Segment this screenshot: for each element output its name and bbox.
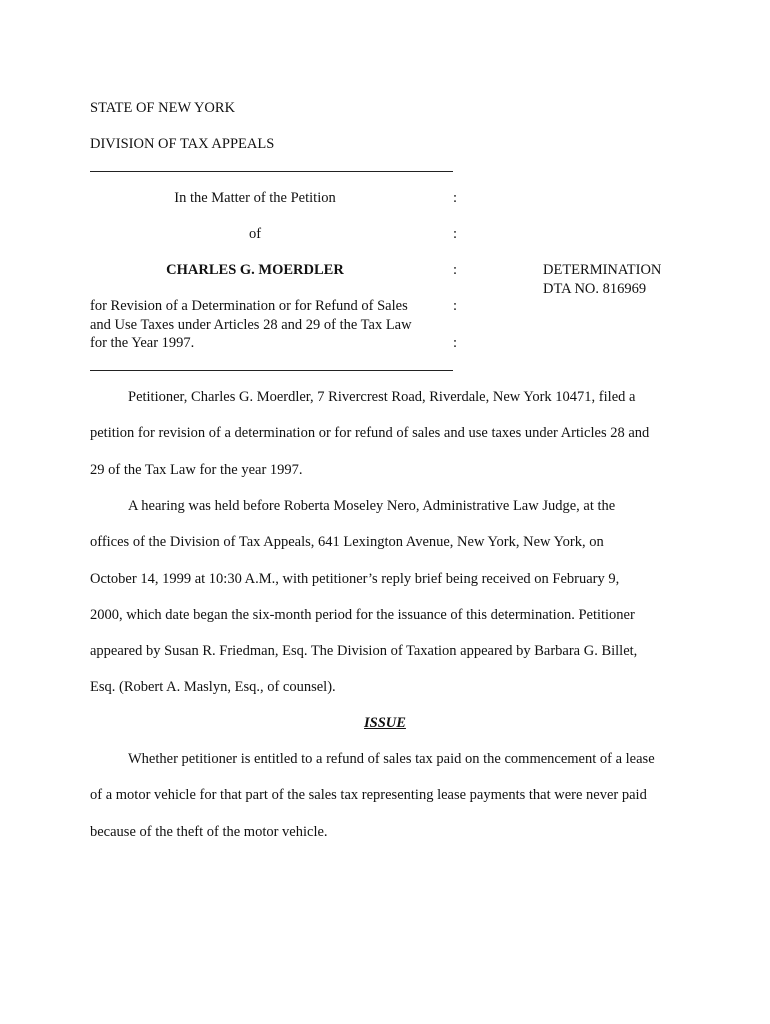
paragraph-line: of a motor vehicle for that part of the sales tax representing lease payments that were never paid: [90, 787, 647, 804]
paragraph-line: October 14, 1999 at 10:30 A.M., with petitioner’s reply brief being received on February 9,: [90, 570, 620, 587]
paragraph-line: Esq. (Robert A. Maslyn, Esq., of counsel).: [90, 679, 336, 696]
paragraph-line: petition for revision of a determination or for refund of sales and use taxes under Articles 28 and: [90, 425, 650, 442]
paragraph-line: Petitioner, Charles G. Moerdler, 7 Rivercrest Road, Riverdale, New York 10471, filed a: [128, 389, 636, 405]
paragraph-line: 2000, which date began the six-month period for the issuance of this determination. Petitioner: [90, 606, 635, 623]
determination-label: DETERMINATION: [543, 262, 662, 278]
paragraph-issue: [90, 741, 690, 850]
division-heading: DIVISION OF TAX APPEALS: [90, 136, 275, 152]
caption-colon: :: [453, 190, 458, 206]
dta-number: DTA NO. 816969: [543, 281, 647, 297]
caption-top-rule: [90, 171, 453, 172]
purpose-line: and Use Taxes under Articles 28 and 29 of the Tax Law: [90, 317, 412, 333]
purpose-line: for the Year 1997.: [90, 335, 195, 351]
caption-colon: :: [453, 262, 458, 278]
caption-bottom-rule: [90, 370, 453, 371]
issue-heading: ISSUE: [364, 715, 406, 731]
paragraph-line: Whether petitioner is entitled to a refund of sales tax paid on the commencement of a lease: [128, 751, 655, 767]
caption-colon: :: [453, 298, 458, 314]
petitioner-name: CHARLES G. MOERDLER: [166, 262, 344, 278]
paragraph-line: appeared by Susan R. Friedman, Esq. The Division of Taxation appeared by Barbara G. Billet,: [90, 643, 638, 660]
paragraph-line: because of the theft of the motor vehicle.: [90, 823, 328, 840]
purpose-line: for Revision of a Determination or for Refund of Sales: [90, 298, 408, 314]
paragraph-petition: [90, 379, 690, 488]
paragraph-line: 29 of the Tax Law for the year 1997.: [90, 461, 303, 478]
paragraph-hearing: [90, 488, 690, 706]
matter-line: In the Matter of the Petition: [174, 190, 336, 206]
caption-colon: :: [453, 226, 458, 242]
state-heading: STATE OF NEW YORK: [90, 100, 236, 116]
paragraph-line: offices of the Division of Tax Appeals, 641 Lexington Avenue, New York, New York, on: [90, 534, 604, 551]
paragraph-line: A hearing was held before Roberta Moseley Nero, Administrative Law Judge, at the: [128, 498, 616, 514]
caption-colon: :: [453, 335, 458, 351]
of-line: of: [248, 226, 262, 242]
